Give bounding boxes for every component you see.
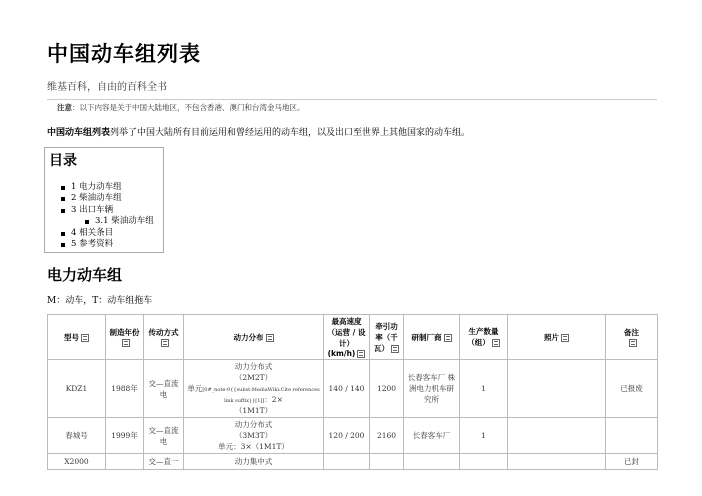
cell-drive: 交—直流电 <box>144 360 184 418</box>
table-row <box>48 454 658 470</box>
cell-photo <box>508 454 606 470</box>
cell-maker <box>404 454 460 470</box>
cell-year <box>106 454 144 470</box>
table-header-row <box>48 315 658 360</box>
cell-model[interactable]: 春城号 <box>48 418 106 454</box>
header-speed[interactable]: 最高速度（运营 / 设计）(km/h) <box>324 315 370 360</box>
cell-year: 1988年 <box>106 360 144 418</box>
cell-photo <box>508 360 606 418</box>
cell-distribution: 动力集中式 <box>184 454 324 470</box>
toc-item-diesel[interactable]: 2 柴油动车组 <box>61 193 154 204</box>
hatnote <box>57 102 305 113</box>
toc-item-export[interactable]: 3 出口车辆 <box>61 205 154 216</box>
bullet-icon <box>61 197 65 201</box>
cell-power <box>370 454 404 470</box>
bullet-icon <box>85 220 89 224</box>
header-photo[interactable]: 照片 <box>508 315 606 360</box>
bullet-icon <box>61 209 65 213</box>
header-distribution[interactable]: 动力分布 <box>184 315 324 360</box>
header-model[interactable]: 型号 <box>48 315 106 360</box>
sort-icon[interactable] <box>561 334 569 342</box>
cell-distribution: 动力分布式 （3M3T） 单元：3×（1M1T） <box>184 418 324 454</box>
toc-item-references[interactable]: 5 参考资料 <box>61 239 154 250</box>
sort-icon[interactable] <box>444 334 452 342</box>
intro-bold-term: 中国动车组列表 <box>47 128 111 138</box>
cell-speed <box>324 454 370 470</box>
sort-icon[interactable] <box>391 345 399 353</box>
page-subtitle: 维基百科，自由的百科全书 <box>47 82 167 93</box>
cell-model[interactable]: X2000 <box>48 454 106 470</box>
cell-power: 1200 <box>370 360 404 418</box>
header-drive[interactable]: 传动方式 <box>144 315 184 360</box>
header-count[interactable]: 生产数量（组） <box>460 315 508 360</box>
sort-icon[interactable] <box>161 339 169 347</box>
table-of-contents <box>44 147 164 253</box>
hatnote-text: ：以下内容是关于中国大陆地区，不包含香港、澳门和台湾金马地区。 <box>72 103 305 112</box>
sort-icon[interactable] <box>357 350 365 358</box>
header-year[interactable]: 制造年份 <box>106 315 144 360</box>
cell-maker[interactable]: 长春客车厂 <box>404 418 460 454</box>
cell-remark: 已封 <box>606 454 658 470</box>
header-remark[interactable]: 备注 <box>606 315 658 360</box>
section-heading: 电力动车组 <box>47 266 123 284</box>
table-row <box>48 418 658 454</box>
divider <box>47 99 657 100</box>
cell-drive: 交—直一 <box>144 454 184 470</box>
cell-speed: 140 / 140 <box>324 360 370 418</box>
table-row <box>48 360 658 418</box>
cell-power: 2160 <box>370 418 404 454</box>
cell-drive: 交—直流电 <box>144 418 184 454</box>
toc-item-electric[interactable]: 1 电力动车组 <box>61 182 154 193</box>
bullet-icon <box>61 186 65 190</box>
header-maker[interactable]: 研制厂商 <box>404 315 460 360</box>
cell-remark: 已报废 <box>606 360 658 418</box>
toc-item-related[interactable]: 4 相关条目 <box>61 228 154 239</box>
cell-maker[interactable]: 长春客车厂 株洲电力机车研究所 <box>404 360 460 418</box>
section-legend: M：动车，T：动车组拖车 <box>47 296 153 306</box>
cell-count: 1 <box>460 418 508 454</box>
cite-link[interactable]: [0#_note-0{{subst:MediaWiki:Cite references link suffix}}[1]] <box>202 387 320 404</box>
bullet-icon <box>61 243 65 247</box>
hatnote-label: 注意 <box>57 103 72 112</box>
sort-icon[interactable] <box>81 334 89 342</box>
intro-text: 列举了中国大陆所有目前运用和曾经运用的动车组，以及出口至世界上其他国家的动车组。 <box>110 128 471 138</box>
cell-count <box>460 454 508 470</box>
cell-count: 1 <box>460 360 508 418</box>
cell-photo <box>508 418 606 454</box>
page-title: 中国动车组列表 <box>47 42 201 66</box>
header-power[interactable]: 牵引功率（千瓦） <box>370 315 404 360</box>
toc-list <box>61 182 154 250</box>
toc-title: 目录 <box>49 153 77 169</box>
toc-item-export-diesel[interactable]: 3.1 柴油动车组 <box>85 216 154 227</box>
emu-table <box>47 314 658 470</box>
cell-remark <box>606 418 658 454</box>
cell-speed: 120 / 200 <box>324 418 370 454</box>
sort-icon[interactable] <box>266 334 274 342</box>
cell-distribution: 动力分布式 （2M2T） 单元[0#_note-0{{subst:MediaWiki:Cite references link suffix}}[1]]：2× （1M1T） <box>184 360 324 418</box>
bullet-icon <box>61 232 65 236</box>
cell-model[interactable]: KDZ1 <box>48 360 106 418</box>
sort-icon[interactable] <box>492 339 500 347</box>
cell-year: 1999年 <box>106 418 144 454</box>
sort-icon[interactable] <box>629 339 637 347</box>
sort-icon[interactable] <box>122 339 130 347</box>
intro-paragraph <box>47 125 470 138</box>
